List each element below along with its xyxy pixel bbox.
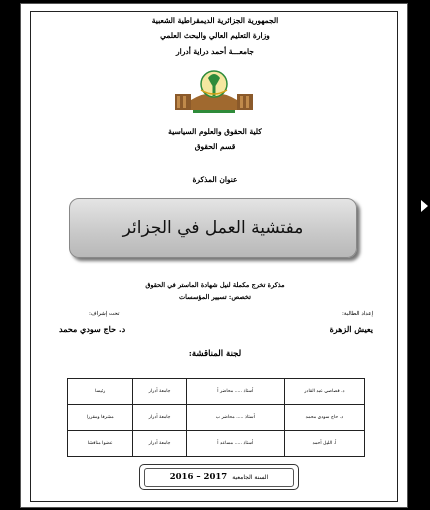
jury-role: رئيسا bbox=[68, 379, 133, 405]
supervisor-label: تحت إشراف: bbox=[89, 311, 120, 317]
republic-heading: الجمهورية الجزائرية الديمقراطية الشعبية bbox=[151, 16, 279, 25]
jury-name: د. حاج سودي محمد bbox=[284, 405, 364, 431]
jury-table bbox=[67, 378, 365, 457]
jury-rank: أستاذ ..... محاضر ب bbox=[186, 405, 284, 431]
jury-rank: أستاذ ..... محاضر أ bbox=[186, 379, 284, 405]
supervisor-name: د. حاج سودي محمد bbox=[59, 324, 126, 334]
academic-year-box bbox=[139, 464, 299, 490]
jury-institution: جامعة أدرار bbox=[133, 405, 186, 431]
jury-role: مشرفا ومقررا bbox=[68, 405, 133, 431]
academic-year-label: السنة الجامعية bbox=[232, 473, 269, 481]
memo-title-label: عنوان المذكرة bbox=[192, 175, 238, 184]
student-label: إعداد الطالبة: bbox=[342, 311, 373, 317]
memo-title: مفتشية العمل في الجزائر bbox=[122, 218, 304, 238]
department-name: قسم الحقوق bbox=[194, 142, 236, 151]
document-page bbox=[20, 3, 408, 508]
next-page-arrow-icon[interactable] bbox=[421, 200, 428, 212]
jury-role: عضوا مناقشا bbox=[68, 431, 133, 457]
student-name: يعيش الزهرة bbox=[329, 324, 373, 334]
thesis-line-1: مذكرة تخرج مكملة لنيل شهادة الماستر في الحقوق bbox=[145, 281, 285, 289]
thesis-line-2: تخصص: تسيير المؤسسات bbox=[179, 293, 251, 301]
jury-institution: جامعة أدرار bbox=[133, 379, 186, 405]
jury-name: أ. الليل أحمد bbox=[284, 431, 364, 457]
committee-title: لجنة المناقشة: bbox=[188, 349, 242, 359]
university-heading: جامعـــة أحمد دراية أدرار bbox=[176, 47, 254, 56]
table-row bbox=[68, 379, 365, 405]
jury-rank: أستاذ ..... مساعد أ bbox=[186, 431, 284, 457]
university-logo bbox=[171, 60, 257, 116]
faculty-name: كلية الحقوق والعلوم السياسية bbox=[168, 127, 262, 136]
jury-institution: جامعة أدرار bbox=[133, 431, 186, 457]
memo-title-banner bbox=[69, 198, 357, 258]
ministry-heading: وزارة التعليم العالي والبحث العلمي bbox=[160, 31, 270, 40]
jury-name: د. قصاصي عبد القادر bbox=[284, 379, 364, 405]
table-row bbox=[68, 431, 365, 457]
table-row bbox=[68, 405, 365, 431]
academic-year-value: 2016 – 2017 bbox=[169, 472, 228, 482]
